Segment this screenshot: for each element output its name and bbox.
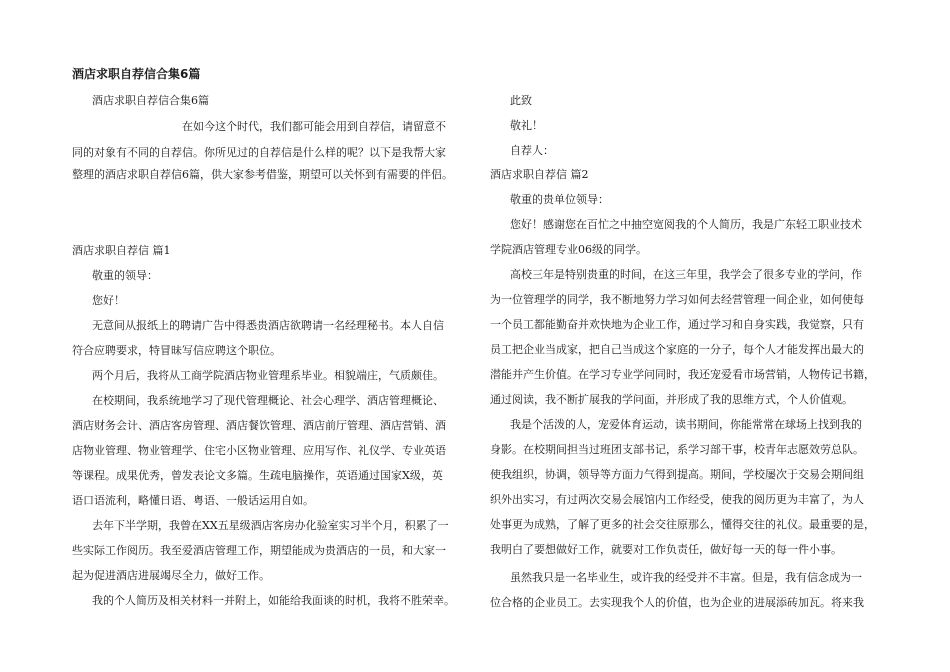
intro-line: 同的对象有不同的自荐信。你所见过的自荐信是什么样的呢？以下是我帮大家 (72, 146, 446, 159)
body-line: 您好！感谢您在百忙之中抽空宽阅我的个人简历，我是广东轻工职业技术 (510, 218, 862, 231)
body-line: 起为促进酒店进展竭尽全力，做好工作。 (72, 569, 270, 582)
body-line: 潜能并产生价值。在学习专业学问同时，我还宠爱看市场营销，人物传记书籍， (490, 368, 875, 381)
body-line: 高校三年是特别贵重的时间，在这三年里，我学会了很多专业的学问，作 (510, 268, 862, 281)
closing-line: 敬礼！ (510, 119, 543, 132)
body-line: 无意间从报纸上的聘请广告中得悉贵酒店欲聘请一名经理秘书。本人自信 (92, 319, 444, 332)
body-line: 等课程。成果优秀，曾发表论文多篇。生疏电脑操作，英语通过国家X级，英 (72, 469, 443, 482)
body-line: 去年下半学期，我曾在XX五星级酒店客房办化验室实习半个月，积累了一 (92, 519, 449, 532)
intro-line: 整理的酒店求职自荐信6篇，供大家参考借鉴，期望可以关怀到有需要的伴侣。 (72, 168, 453, 181)
body-line: 员工把企业当成家，把自己当成这个家庭的一分子，每个人才能发挥出最大的 (490, 343, 864, 356)
body-line: 酒店财务会计、酒店客房管理、酒店餐饮管理、酒店前厅管理、酒店营销、酒 (72, 419, 446, 432)
body-line: 为一位管理学的同学，我不断地努力学习如何去经营管理一间企业，如何使每 (490, 293, 864, 306)
intro-line: 在如今这个时代，我们都可能会用到自荐信，请留意不 (182, 120, 446, 133)
body-line: 些实际工作阅历。我至爱酒店管理工作，期望能成为贵酒店的一员，和大家一 (72, 544, 446, 557)
section-heading: 酒店求职自荐信 篇1 (72, 244, 171, 257)
body-line: 通过阅读，我不断扩展我的学问面，并形成了我的思维方式，个人价值观。 (490, 393, 853, 406)
body-line: 位合格的企业员工。去实现我个人的价值，也为企业的进展添砖加瓦。将来我 (490, 596, 864, 609)
body-line: 在校期间，我系统地学习了现代管理概论、社会心理学、酒店管理概论、 (92, 394, 444, 407)
body-line: 我是个活泼的人，宠爱体育运动，读书期间，你能常常在球场上找到我的 (510, 418, 862, 431)
document-title: 酒店求职自荐信合集6篇 (72, 67, 201, 81)
body-line: 语口语流利，略懂日语、粤语、一般话运用自如。 (72, 494, 314, 507)
closing-line: 此致 (510, 94, 532, 107)
signature-line: 自荐人： (510, 144, 554, 157)
greeting: 您好！ (92, 294, 125, 307)
body-line: 织外出实习，有过两次交易会展馆内工作经受，使我的阅历更为丰富了，为人 (490, 493, 864, 506)
body-line: 学院酒店管理专业06级的同学。 (490, 243, 647, 256)
body-line: 一个员工都能勤奋并欢快地为企业工作，通过学习和自身实践，我觉察，只有 (490, 318, 864, 331)
salutation: 敬重的领导： (92, 269, 158, 282)
body-line: 身影。在校期间担当过班团支部书记，系学习部干事，校青年志愿效劳总队。 (490, 443, 864, 456)
section-heading: 酒店求职自荐信 篇2 (490, 168, 589, 181)
body-line: 两个月后，我将从工商学院酒店物业管理系毕业。相貌端庄，气质颇佳。 (92, 369, 444, 382)
body-line: 使我组织，协调，领导等方面力气得到提高。期间，学校屡次于交易会期间组 (490, 468, 864, 481)
body-line: 处事更为成熟，了解了更多的社会交往原那么，懂得交往的礼仪。最重要的是， (490, 518, 875, 531)
subtitle-line: 酒店求职自荐信合集6篇 (92, 94, 209, 107)
body-line: 我明白了要想做好工作，就要对工作负责任，做好每一天的每一件小事。 (490, 543, 842, 556)
body-line: 店物业管理、物业管理学、住宅小区物业管理、应用写作、礼仪学、专业英语 (72, 444, 446, 457)
body-line: 虽然我只是一名毕业生，或许我的经受并不丰富。但是，我有信念成为一 (510, 571, 862, 584)
body-line: 符合应聘要求，特冒昧写信应聘这个职位。 (72, 344, 281, 357)
salutation: 敬重的贵单位领导： (510, 193, 609, 206)
body-line: 我的个人简历及相关材料一并附上，如能给我面谈的时机，我将不胜荣幸。 (92, 594, 455, 607)
